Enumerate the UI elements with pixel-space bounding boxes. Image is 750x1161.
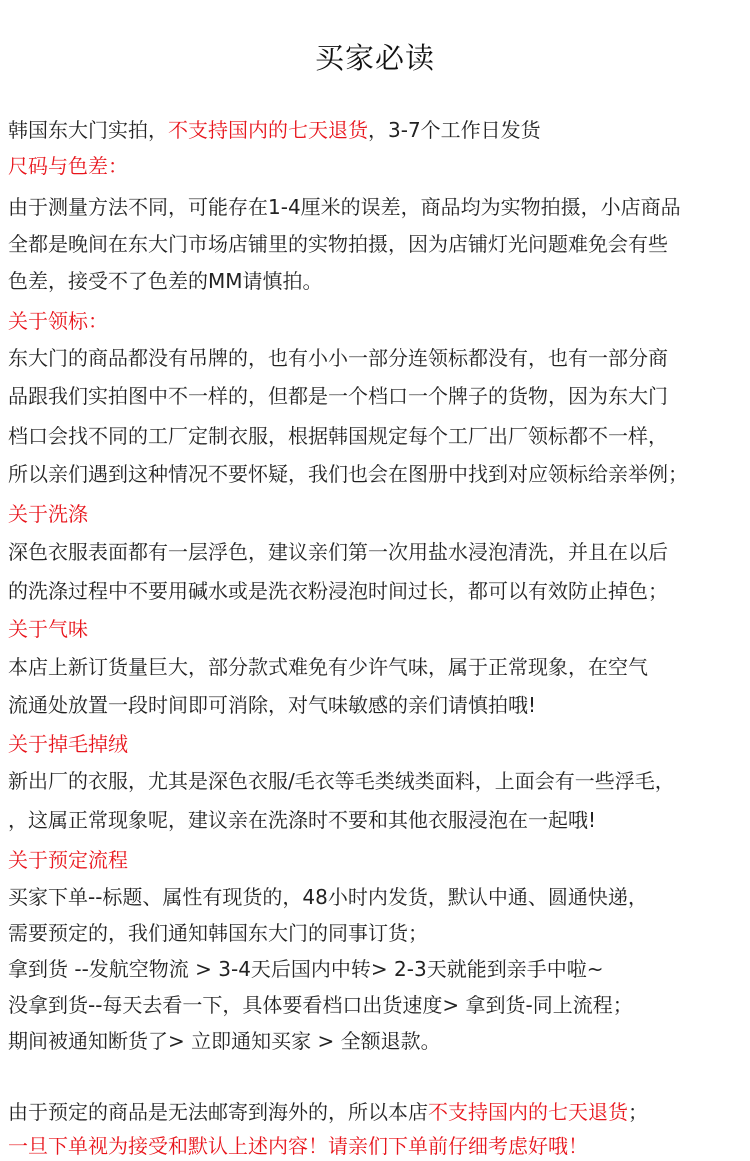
lint-line-2: ，这属正常现象呢，建议亲在洗涤时不要和其他衣服浸泡在一起哦! [8, 808, 597, 832]
preorder-line-1: 买家下单--标题、属性有现货的，48小时内发货，默认中通、圆通快递， [8, 885, 648, 909]
no-return-notice: 不支持国内的七天退货 [168, 118, 368, 142]
washing-line-2: 的洗涤过程中不要用碱水或是洗衣粉浸泡时间过长，都可以有效防止掉色； [8, 579, 668, 603]
label-line-1: 东大门的商品都没有吊牌的，也有小小一部分连领标都没有，也有一部分商 [8, 346, 668, 370]
size-color-line-3: 色差，接受不了色差的MM请慎拍。 [8, 269, 323, 293]
odor-line-2: 流通处放置一段时间即可消除，对气味敏感的亲们请慎拍哦! [8, 693, 537, 717]
odor-heading: 关于气味 [8, 617, 88, 641]
washing-heading: 关于洗涤 [8, 502, 88, 526]
footer-text-2: ； [628, 1100, 648, 1124]
label-line-2: 品跟我们实拍图中不一样的，但都是一个档口一个牌子的货物，因为东大门 [8, 384, 668, 408]
size-color-line-2: 全都是晚间在东大门市场店铺里的实物拍摄，因为店铺灯光问题难免会有些 [8, 232, 668, 256]
size-color-line-1: 由于测量方法不同，可能存在1-4厘米的误差，商品均为实物拍摄，小店商品 [8, 195, 681, 219]
page-title: 买家必读 [314, 41, 435, 75]
intro-text-2: ，3-7个工作日发货 [368, 118, 541, 142]
footer-line-2: 一旦下单视为接受和默认上述内容！请亲们下单前仔细考虑好哦！ [8, 1134, 588, 1158]
label-line-4: 所以亲们遇到这种情况不要怀疑，我们也会在图册中找到对应领标给亲举例； [8, 462, 688, 486]
label-line-3: 档口会找不同的工厂定制衣服，根据韩国规定每个工厂出厂领标都不一样， [8, 424, 668, 448]
preorder-line-3: 拿到货 --发航空物流 > 3-4天后国内中转> 2-3天就能到亲手中啦~ [8, 957, 604, 981]
lint-heading: 关于掉毛掉绒 [8, 732, 128, 756]
odor-line-1: 本店上新订货量巨大，部分款式难免有少许气味，属于正常现象，在空气 [8, 655, 648, 679]
preorder-line-4: 没拿到货--每天去看一下，具体要看档口出货速度> 拿到货-同上流程； [8, 993, 633, 1017]
intro-line [8, 115, 748, 145]
label-heading: 关于领标： [8, 309, 108, 333]
footer-text-1: 由于预定的商品是无法邮寄到海外的，所以本店 [8, 1100, 428, 1124]
preorder-line-2: 需要预定的，我们通知韩国东大门的同事订货； [8, 921, 428, 945]
lint-line-1: 新出厂的衣服，尤其是深色衣服/毛衣等毛类绒类面料，上面会有一些浮毛， [8, 769, 675, 793]
size-color-heading: 尺码与色差： [8, 154, 128, 178]
preorder-line-5: 期间被通知断货了> 立即通知买家 > 全额退款。 [8, 1029, 441, 1053]
footer-no-return-notice: 不支持国内的七天退货 [428, 1100, 628, 1124]
preorder-heading: 关于预定流程 [8, 848, 128, 872]
intro-text-1: 韩国东大门实拍， [8, 118, 168, 142]
footer-line-1 [8, 1097, 748, 1127]
washing-line-1: 深色衣服表面都有一层浮色，建议亲们第一次用盐水浸泡清洗，并且在以后 [8, 540, 668, 564]
